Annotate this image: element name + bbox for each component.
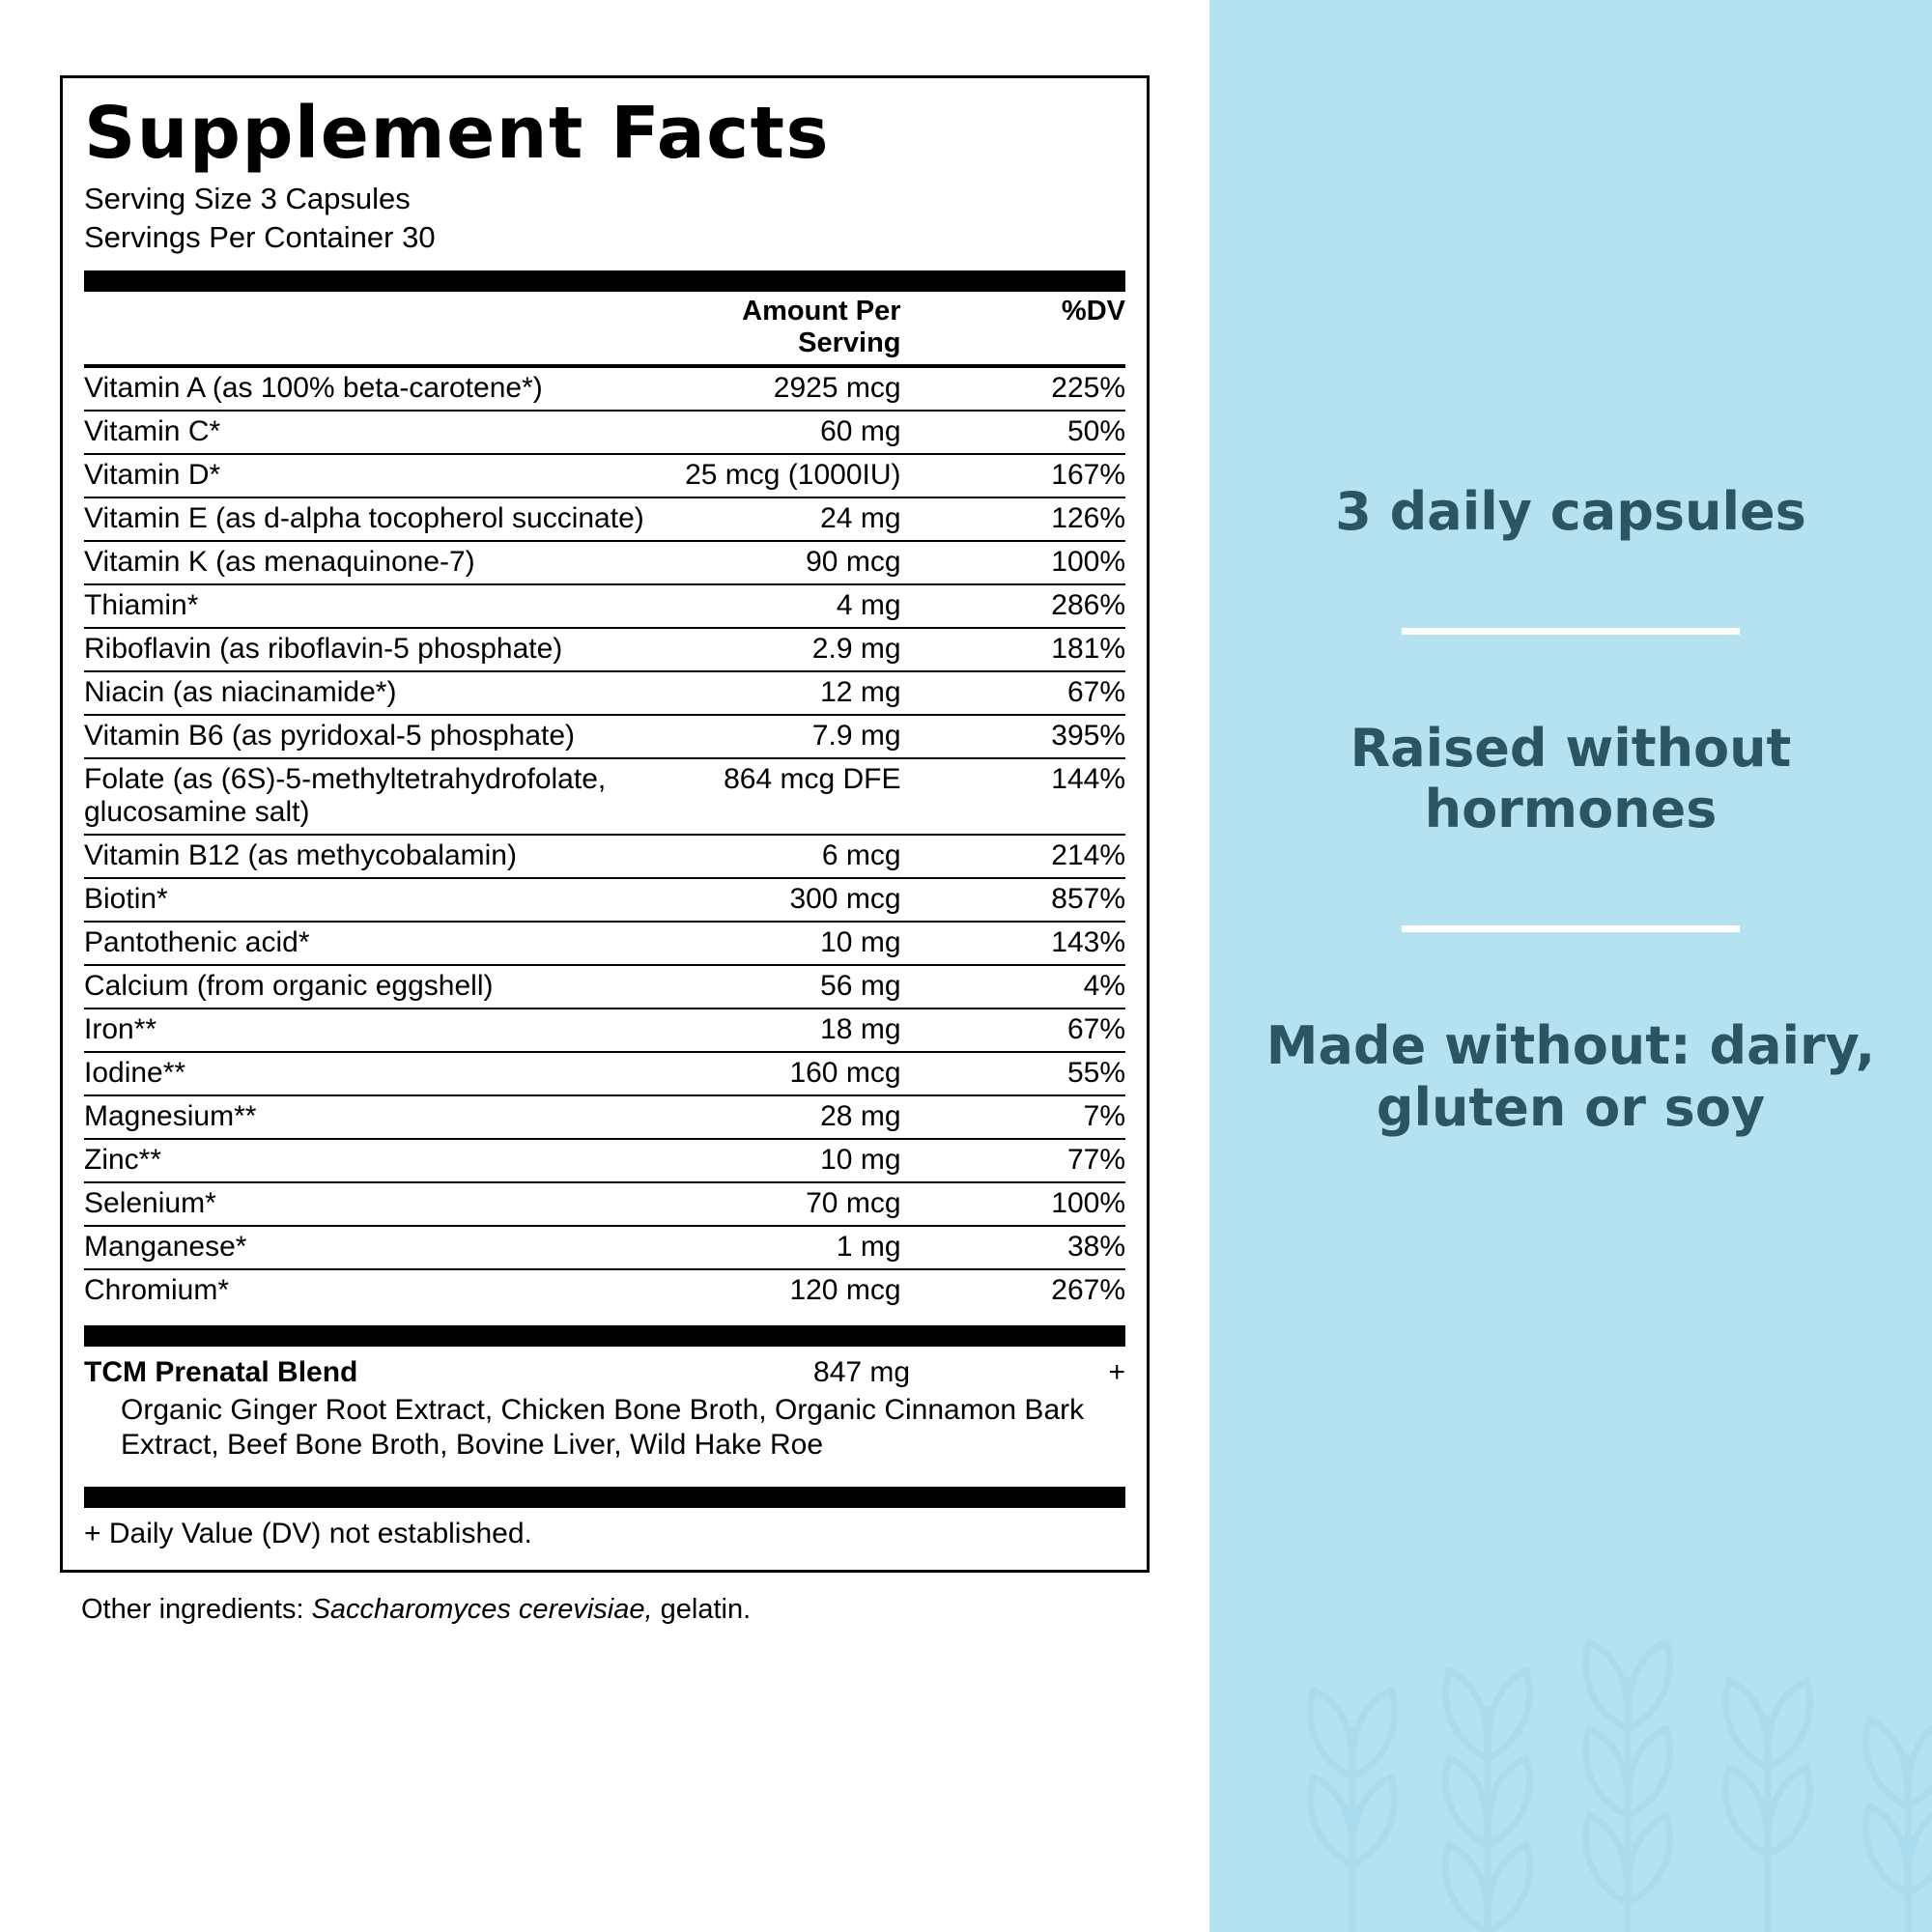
- nutrient-dv: 143%: [959, 922, 1125, 965]
- nutrient-dv: 225%: [959, 366, 1125, 411]
- nutrient-dv: 181%: [959, 628, 1125, 671]
- other-ingredients: [81, 1594, 1144, 1626]
- table-row: [84, 965, 1125, 1009]
- nutrient-amount: 120 mcg: [789, 1273, 901, 1306]
- nutrient-name: Manganese*: [84, 1226, 668, 1269]
- divider-thick-footnote: [84, 1487, 1125, 1508]
- nutrient-name: Folate (as (6S)-5-methyltetrahydrofolate, glucosamine salt): [84, 758, 668, 835]
- blend-name: TCM Prenatal Blend: [84, 1355, 358, 1388]
- table-header-row: [84, 292, 1125, 366]
- nutrient-name: Vitamin E (as d-alpha tocopherol succinate): [84, 497, 668, 541]
- claims-list: [1209, 0, 1932, 1932]
- table-row: [84, 411, 1125, 454]
- nutrient-dv: 100%: [959, 541, 1125, 584]
- table-row: [84, 1139, 1125, 1182]
- claim-allergen-free: Made without: dairy, gluten or soy: [1265, 1015, 1876, 1138]
- nutrient-amount: 6 mcg: [668, 835, 959, 878]
- nutrient-dv: 395%: [959, 715, 1125, 758]
- table-row: [84, 628, 1125, 671]
- nutrient-name: Vitamin B6 (as pyridoxal-5 phosphate): [84, 715, 668, 758]
- nutrient-amount: 2925 mcg: [668, 366, 959, 411]
- blend-row: [84, 1356, 1125, 1389]
- nutrient-name: Biotin*: [84, 878, 668, 922]
- nutrient-amount: 10 mg: [668, 922, 959, 965]
- nutrient-name: Pantothenic acid*: [84, 922, 668, 965]
- nutrient-name: Vitamin C*: [84, 411, 668, 454]
- nutrient-dv: 77%: [959, 1139, 1125, 1182]
- nutrient-dv: 126%: [959, 497, 1125, 541]
- serving-size: Serving Size 3 Capsules: [84, 182, 411, 216]
- nutrient-dv: 267%: [1051, 1273, 1125, 1306]
- table-row: [84, 922, 1125, 965]
- nutrient-name: Zinc**: [84, 1139, 668, 1182]
- nutrient-dv: 4%: [959, 965, 1125, 1009]
- claims-panel: [1209, 0, 1932, 1932]
- table-row: [84, 1182, 1125, 1226]
- nutrient-name: Selenium*: [84, 1182, 668, 1226]
- header-nutrient: [84, 292, 668, 366]
- table-row: [84, 454, 1125, 497]
- nutrient-amount: 12 mg: [668, 671, 959, 715]
- claim-divider-1: [1402, 628, 1740, 635]
- nutrient-dv: 214%: [959, 835, 1125, 878]
- nutrient-name: Thiamin*: [84, 584, 668, 628]
- nutrient-amount: 300 mcg: [668, 878, 959, 922]
- table-row: [84, 1052, 1125, 1095]
- daily-value-footnote: + Daily Value (DV) not established.: [84, 1518, 532, 1549]
- nutrient-dv: 144%: [959, 758, 1125, 835]
- nutrient-amount: 24 mg: [668, 497, 959, 541]
- nutrient-name: Chromium*: [84, 1273, 230, 1306]
- table-row: [84, 878, 1125, 922]
- nutrient-amount: 28 mg: [668, 1095, 959, 1139]
- nutrients-table: [84, 292, 1125, 1312]
- nutrient-amount: 90 mcg: [668, 541, 959, 584]
- nutrient-name: Iodine**: [84, 1052, 668, 1095]
- divider-thick-top: [84, 270, 1125, 292]
- header-dv: %DV: [959, 292, 1125, 366]
- nutrient-dv: 38%: [959, 1226, 1125, 1269]
- nutrient-name: Vitamin D*: [84, 454, 668, 497]
- nutrient-amount: 2.9 mg: [668, 628, 959, 671]
- nutrient-dv: 55%: [959, 1052, 1125, 1095]
- nutrient-name: Vitamin B12 (as methycobalamin): [84, 835, 668, 878]
- proprietary-blend: [84, 1347, 1125, 1473]
- nutrient-amount: 4 mg: [668, 584, 959, 628]
- header-amount-per-serving: Amount Per Serving: [668, 292, 959, 366]
- nutrient-amount: 60 mg: [668, 411, 959, 454]
- table-row: [84, 1226, 1125, 1269]
- claim-no-hormones: Raised without hormones: [1350, 717, 1792, 840]
- other-ingredients-suffix: gelatin.: [652, 1594, 752, 1625]
- nutrient-amount: 25 mcg (1000IU): [668, 454, 959, 497]
- servings-per-container: Servings Per Container 30: [84, 220, 436, 255]
- nutrient-name: Vitamin A (as 100% beta-carotene*): [84, 366, 668, 411]
- nutrient-amount: 160 mcg: [668, 1052, 959, 1095]
- nutrients-body: [84, 366, 1125, 1312]
- table-row: [84, 366, 1125, 411]
- table-row: [84, 715, 1125, 758]
- nutrient-dv: 857%: [959, 878, 1125, 922]
- nutrient-name: Riboflavin (as riboflavin-5 phosphate): [84, 628, 668, 671]
- facts-title: Supplement Facts: [84, 92, 831, 175]
- divider-thick-blend: [84, 1325, 1125, 1347]
- nutrient-amount: 56 mg: [668, 965, 959, 1009]
- nutrient-name: Niacin (as niacinamide*): [84, 671, 668, 715]
- nutrient-amount: 1 mg: [668, 1226, 959, 1269]
- other-ingredients-prefix: Other ingredients:: [81, 1594, 312, 1625]
- blend-amount: 847 mg: [813, 1355, 911, 1388]
- nutrient-dv: 67%: [959, 671, 1125, 715]
- blend-dv: +: [1108, 1355, 1125, 1388]
- table-row: [84, 1269, 1125, 1312]
- blend-ingredients: Organic Ginger Root Extract, Chicken Bone Broth, Organic Cinnamon Bark Extract, Beef Bone Broth, Bovine Liver, Wild Hake Roe: [121, 1393, 1085, 1462]
- nutrient-name: Vitamin K (as menaquinone-7): [84, 541, 668, 584]
- nutrient-dv: 167%: [959, 454, 1125, 497]
- nutrient-name: Calcium (from organic eggshell): [84, 965, 668, 1009]
- table-row: [84, 758, 1125, 835]
- nutrient-name: Iron**: [84, 1009, 668, 1052]
- nutrient-dv: 286%: [959, 584, 1125, 628]
- nutrient-amount: 70 mcg: [668, 1182, 959, 1226]
- other-ingredients-italic: Saccharomyces cerevisiae,: [311, 1594, 653, 1625]
- table-row: [84, 1009, 1125, 1052]
- nutrient-amount: 10 mg: [668, 1139, 959, 1182]
- nutrient-name: Magnesium**: [84, 1095, 668, 1139]
- table-row: [84, 541, 1125, 584]
- claim-daily-capsules: 3 daily capsules: [1335, 481, 1806, 542]
- facts-box: [60, 75, 1150, 1573]
- table-row: [84, 835, 1125, 878]
- nutrient-amount: 864 mcg DFE: [668, 758, 959, 835]
- table-row: [84, 671, 1125, 715]
- nutrient-amount: 18 mg: [668, 1009, 959, 1052]
- nutrient-dv: 100%: [959, 1182, 1125, 1226]
- table-row: [84, 497, 1125, 541]
- nutrient-dv: 67%: [959, 1009, 1125, 1052]
- nutrient-amount: 7.9 mg: [668, 715, 959, 758]
- facts-inner: [63, 78, 1147, 1570]
- nutrient-dv: 7%: [959, 1095, 1125, 1139]
- table-row: [84, 1095, 1125, 1139]
- nutrient-dv: 50%: [959, 411, 1125, 454]
- table-row: [84, 584, 1125, 628]
- claim-divider-2: [1402, 925, 1740, 932]
